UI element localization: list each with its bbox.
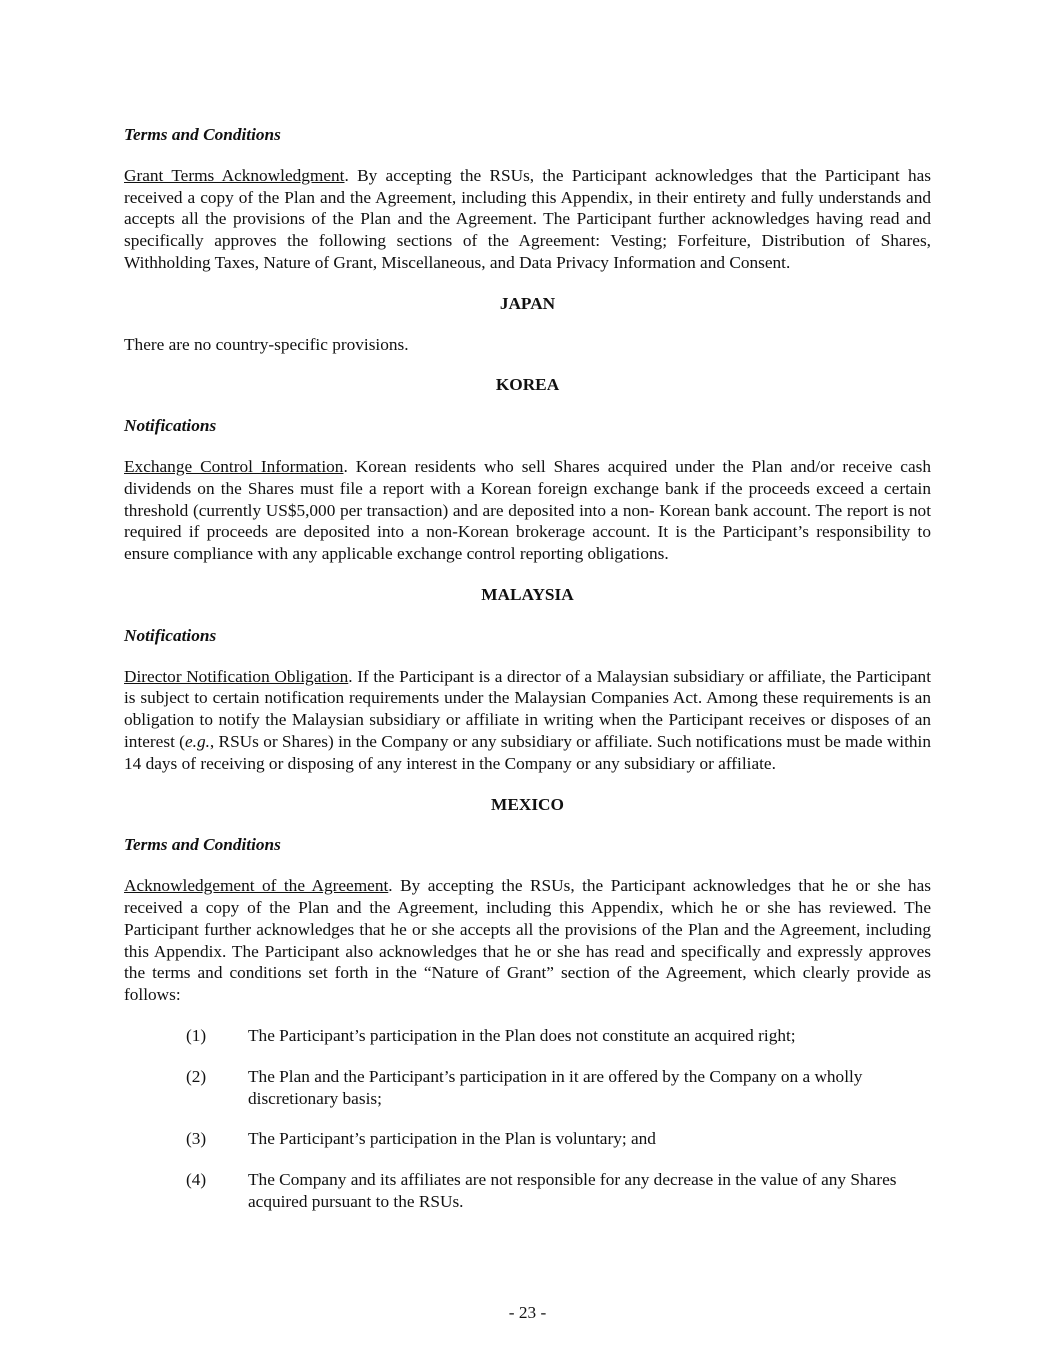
section-subheading-notifications: Notifications [124,416,217,436]
paragraph-body: . Korean residents who sell Shares acquired under the Plan and/or receive cash dividends on the Shares must file a report with a Korean foreign exchange bank if the proceeds exceed a certain threshold (currently US$5,000 per transaction) and are deposited into a non- Korean bank account. The report is not required if proceeds are deposited into a non-Korean brokerage account. It is the Participant’s responsibility to ensure compliance with any applicable exchange control reporting obligations. [124,456,931,564]
list-number: (1) [186,1025,207,1045]
exchange-control-paragraph [124,456,931,565]
grant-terms-paragraph [124,165,931,274]
paragraph-body: . If the Participant is a director of a Malaysian subsidiary or affiliate, the Participant is subject to certain notification requirements under the Malaysian Companies Act. Among these requirements is an obligation to notify the Malaysian subsidiary or affiliate in writing when the Participant receives or disposes of an interest ( [124,666,932,751]
paragraph-body: . By accepting the RSUs, the Participant acknowledges that he or she has received a copy of the Plan and the Agreement, including this Appendix, which he or she has reviewed. The Participant further acknowledges that he or she accepts all the provisions of the Plan and the Agreement, including this Appendix. The Participant also acknowledges that he or she has read and specifically and expressly approves the terms and conditions set forth in the “Nature of Grant” section of the Agreement, which clearly provide as follows: [124,876,931,1005]
section-subheading-terms: Terms and Conditions [124,125,281,144]
list-number: (3) [186,1129,207,1149]
country-heading-japan: JAPAN [499,293,556,313]
paragraph-body: , RSUs or Shares) in the Company or any subsidiary or affiliate. Such notifications must be made within 14 days of receiving or disposing of any interest in the Company or any subsidiary or affiliate. [124,731,931,773]
page-number: - 23 - [508,1303,547,1322]
japan-paragraph: There are no country-specific provisions. [124,334,409,354]
list-text: The Company and its affiliates are not responsible for any decrease in the value of any Shares acquired pursuant to the RSUs. [248,1170,897,1211]
country-heading-malaysia: MALAYSIA [481,584,574,604]
document-page [124,124,931,1232]
list-text: The Participant’s participation in the Plan is voluntary; and [248,1129,656,1149]
list-number: (2) [186,1066,207,1086]
paragraph-title: Acknowledgement of the Agreement [124,876,389,896]
paragraph-body: . By accepting the RSUs, the Participant acknowledges that the Participant has received a copy of the Plan and the Agreement, including this Appendix, in their entirety and fully understands and accepts all the provisions of the Plan and the Agreement. The Participant further acknowledges having read and specifically approves the following sections of the Agreement: Vesting; Forfeiture, Distribution of Shares, Withholding Taxes, Nature of Grant, Miscellaneous, and Data Privacy Information and Consent. [124,165,931,272]
paragraph-title: Director Notification Obligation [124,666,349,686]
section-subheading-notifications: Notifications [124,625,217,645]
list-item [124,1025,931,1047]
acknowledgement-paragraph [124,875,931,1006]
list-text: The Participant’s participation in the Plan does not constitute an acquired right; [248,1025,796,1045]
list-number: (4) [186,1170,207,1190]
paragraph-title: Grant Terms Acknowledgment [124,165,345,185]
section-subheading-terms: Terms and Conditions [124,835,281,855]
list-item [124,1169,931,1213]
list-item [124,1066,931,1110]
paragraph-italic: e.g. [184,731,210,751]
country-heading-mexico: MEXICO [491,794,564,814]
list-text: The Plan and the Participant’s participation in it are offered by the Company on a wholly discretionary basis; [248,1066,863,1108]
country-heading-korea: KOREA [495,375,560,395]
paragraph-title: Exchange Control Information [124,456,344,476]
list-item [124,1128,931,1150]
director-notification-paragraph [124,666,931,775]
